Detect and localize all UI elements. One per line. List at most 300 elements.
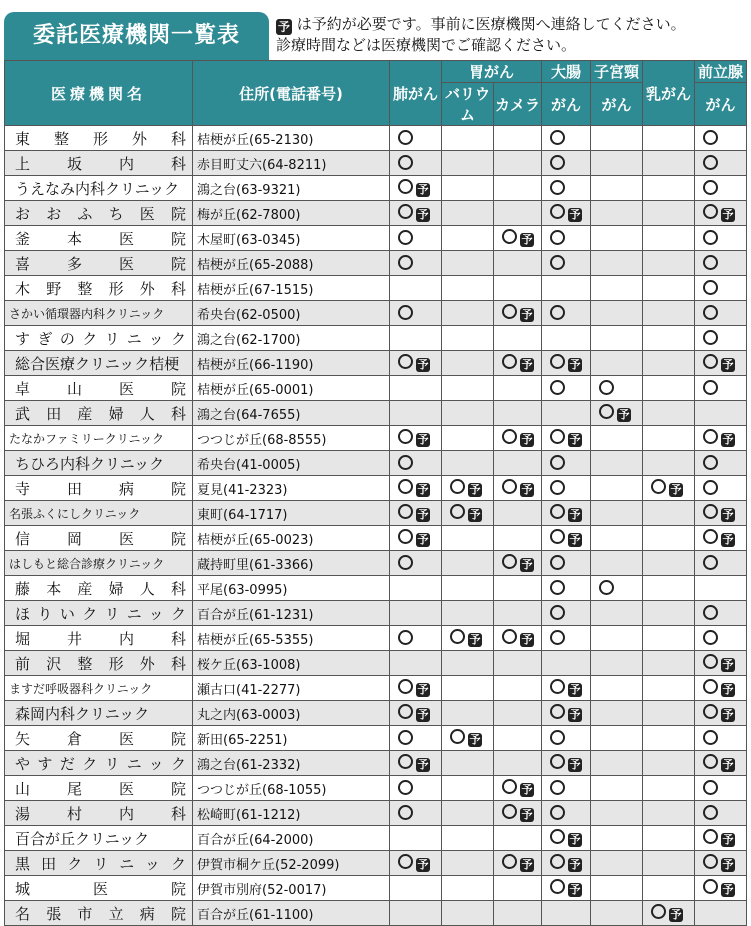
available-circle-icon (550, 605, 565, 620)
header-prostate-2: がん (695, 83, 747, 126)
available-circle-icon (502, 629, 517, 644)
clinic-name: 東整形外科 (5, 126, 193, 151)
available-circle-icon (398, 630, 413, 645)
available-circle-icon (703, 630, 718, 645)
cell-camera (494, 676, 542, 701)
cell-lung (390, 901, 442, 926)
clinic-name: 堀井内科 (5, 626, 193, 651)
clinic-address: 蔵持町里(61-3366) (193, 551, 390, 576)
cell-breast (643, 326, 695, 351)
clinic-address: 百合が丘(64-2000) (193, 826, 390, 851)
reservation-icon: 予 (722, 883, 734, 896)
reservation-icon: 予 (569, 683, 581, 696)
clinic-name: すぎのクリニック (5, 326, 193, 351)
cell-barium (442, 576, 494, 601)
cell-breast (643, 826, 695, 851)
table-row (5, 576, 747, 601)
clinic-name: さかい循環器内科クリニック (5, 301, 193, 326)
cell-cervical (591, 176, 643, 201)
clinic-name: 前沢整形外科 (5, 651, 193, 676)
reservation-icon: 予 (722, 658, 734, 671)
cell-breast (643, 176, 695, 201)
reservation-icon: 予 (569, 833, 581, 846)
cell-colon (542, 276, 591, 301)
available-circle-icon (450, 479, 465, 494)
cell-colon (542, 451, 591, 476)
cell-lung (390, 401, 442, 426)
cell-cervical (591, 751, 643, 776)
cell-camera (494, 376, 542, 401)
cell-cervical (591, 276, 643, 301)
cell-cervical (591, 551, 643, 576)
reservation-icon: 予 (469, 483, 481, 496)
reservation-icon: 予 (722, 358, 734, 371)
cell-breast (643, 626, 695, 651)
reservation-icon: 予 (417, 758, 429, 771)
cell-breast (643, 876, 695, 901)
cell-cervical (591, 526, 643, 551)
reservation-icon: 予 (417, 858, 429, 871)
available-circle-icon (703, 805, 718, 820)
reservation-icon: 予 (722, 858, 734, 871)
available-circle-icon (651, 479, 666, 494)
reservation-icon: 予 (722, 433, 734, 446)
cell-breast (643, 301, 695, 326)
cell-colon (542, 851, 591, 876)
cell-colon (542, 351, 591, 376)
reservation-icon: 予 (722, 508, 734, 521)
cell-prostate (695, 126, 747, 151)
available-circle-icon (550, 204, 565, 219)
cell-cervical (591, 476, 643, 501)
cell-barium (442, 676, 494, 701)
clinic-address: 伊賀市別府(52-0017) (193, 876, 390, 901)
cell-barium (442, 401, 494, 426)
clinic-name: 山尾医院 (5, 776, 193, 801)
cell-camera (494, 176, 542, 201)
available-circle-icon (550, 480, 565, 495)
cell-cervical (591, 251, 643, 276)
cell-cervical (591, 301, 643, 326)
available-circle-icon (703, 529, 718, 544)
cell-colon (542, 676, 591, 701)
cell-colon (542, 701, 591, 726)
reservation-icon: 予 (722, 708, 734, 721)
available-circle-icon (550, 354, 565, 369)
table-row (5, 826, 747, 851)
cell-prostate (695, 851, 747, 876)
available-circle-icon (550, 679, 565, 694)
cell-cervical (591, 901, 643, 926)
cell-camera (494, 226, 542, 251)
clinic-name: ほりいクリニック (5, 601, 193, 626)
cell-prostate (695, 476, 747, 501)
cell-colon (542, 751, 591, 776)
cell-colon (542, 801, 591, 826)
clinic-name: 百合が丘クリニック (5, 826, 193, 851)
cell-cervical (591, 376, 643, 401)
cell-prostate (695, 801, 747, 826)
clinic-name: 釜本医院 (5, 226, 193, 251)
cell-barium (442, 776, 494, 801)
clinic-name: 矢倉医院 (5, 726, 193, 751)
cell-cervical (591, 876, 643, 901)
cell-lung (390, 751, 442, 776)
reservation-icon: 予 (521, 233, 533, 246)
available-circle-icon (398, 730, 413, 745)
available-circle-icon (703, 754, 718, 769)
cell-colon (542, 726, 591, 751)
cell-cervical (591, 501, 643, 526)
cell-camera (494, 601, 542, 626)
cell-prostate (695, 426, 747, 451)
available-circle-icon (703, 380, 718, 395)
table-row (5, 551, 747, 576)
cell-breast (643, 701, 695, 726)
available-circle-icon (398, 704, 413, 719)
cell-prostate (695, 451, 747, 476)
cell-lung (390, 776, 442, 801)
cell-breast (643, 501, 695, 526)
available-circle-icon (398, 754, 413, 769)
cell-lung (390, 301, 442, 326)
available-circle-icon (502, 479, 517, 494)
reservation-icon: 予 (569, 508, 581, 521)
reservation-icon: 予 (722, 533, 734, 546)
cell-colon (542, 401, 591, 426)
cell-breast (643, 726, 695, 751)
clinic-name: 木野整形外科 (5, 276, 193, 301)
cell-barium (442, 451, 494, 476)
cell-barium (442, 226, 494, 251)
cell-prostate (695, 326, 747, 351)
available-circle-icon (550, 230, 565, 245)
available-circle-icon (398, 479, 413, 494)
cell-barium (442, 201, 494, 226)
cell-prostate (695, 601, 747, 626)
cell-prostate (695, 176, 747, 201)
cell-barium (442, 726, 494, 751)
available-circle-icon (703, 679, 718, 694)
cell-lung (390, 551, 442, 576)
cell-breast (643, 526, 695, 551)
cell-colon (542, 376, 591, 401)
clinic-address: 松崎町(61-1212) (193, 801, 390, 826)
cell-cervical (591, 126, 643, 151)
cell-cervical (591, 851, 643, 876)
cell-barium (442, 876, 494, 901)
cell-camera (494, 726, 542, 751)
available-circle-icon (502, 779, 517, 794)
note-line-2: 診療時間などは医療機関でご確認ください。 (276, 36, 577, 54)
cell-breast (643, 601, 695, 626)
reservation-icon: 予 (521, 483, 533, 496)
cell-barium (442, 501, 494, 526)
available-circle-icon (502, 229, 517, 244)
reservation-icon: 予 (670, 908, 682, 921)
reservation-icon: 予 (521, 633, 533, 646)
cell-barium (442, 476, 494, 501)
clinic-address: 平尾(63-0995) (193, 576, 390, 601)
cell-lung (390, 226, 442, 251)
cell-colon (542, 551, 591, 576)
table-row (5, 601, 747, 626)
available-circle-icon (502, 429, 517, 444)
clinic-name: やすだクリニック (5, 751, 193, 776)
available-circle-icon (550, 180, 565, 195)
clinic-address: 夏見(41-2323) (193, 476, 390, 501)
table-row (5, 651, 747, 676)
available-circle-icon (599, 404, 614, 419)
reservation-icon: 予 (569, 533, 581, 546)
available-circle-icon (550, 555, 565, 570)
cell-camera (494, 776, 542, 801)
cell-camera (494, 626, 542, 651)
cell-cervical (591, 451, 643, 476)
cell-prostate (695, 401, 747, 426)
cell-cervical (591, 801, 643, 826)
cell-cervical (591, 401, 643, 426)
cell-lung (390, 701, 442, 726)
cell-barium (442, 901, 494, 926)
clinic-name: 藤本産婦人科 (5, 576, 193, 601)
cell-breast (643, 476, 695, 501)
reservation-icon: 予 (417, 208, 429, 221)
table-row (5, 501, 747, 526)
available-circle-icon (398, 555, 413, 570)
available-circle-icon (703, 429, 718, 444)
cell-barium (442, 801, 494, 826)
clinic-address: 鴻之台(64-7655) (193, 401, 390, 426)
cell-breast (643, 451, 695, 476)
available-circle-icon (502, 554, 517, 569)
cell-camera (494, 901, 542, 926)
header-prostate-1: 前立腺 (695, 61, 747, 83)
table-row (5, 151, 747, 176)
available-circle-icon (703, 480, 718, 495)
cell-camera (494, 526, 542, 551)
cell-barium (442, 426, 494, 451)
cell-camera (494, 651, 542, 676)
reservation-icon: 予 (569, 433, 581, 446)
reservation-icon: 予 (417, 508, 429, 521)
cell-barium (442, 176, 494, 201)
cell-colon (542, 426, 591, 451)
clinic-address: 希央台(41-0005) (193, 451, 390, 476)
reservation-icon: 予 (521, 433, 533, 446)
cell-camera (494, 451, 542, 476)
available-circle-icon (703, 879, 718, 894)
available-circle-icon (703, 654, 718, 669)
available-circle-icon (651, 904, 666, 919)
cell-cervical (591, 651, 643, 676)
note-text-1: は予約が必要です。事前に医療機関へ連絡してください。 (296, 15, 686, 33)
cell-barium (442, 376, 494, 401)
available-circle-icon (703, 255, 718, 270)
cell-prostate (695, 376, 747, 401)
cell-colon (542, 476, 591, 501)
cell-breast (643, 226, 695, 251)
table-row (5, 626, 747, 651)
header-stomach: 胃がん (442, 61, 542, 83)
table-row (5, 126, 747, 151)
cell-lung (390, 201, 442, 226)
available-circle-icon (703, 780, 718, 795)
cell-cervical (591, 601, 643, 626)
cell-colon (542, 576, 591, 601)
reservation-icon: 予 (417, 483, 429, 496)
header-colon-1: 大腸 (542, 61, 591, 83)
cell-colon (542, 326, 591, 351)
cell-camera (494, 351, 542, 376)
available-circle-icon (550, 854, 565, 869)
available-circle-icon (550, 730, 565, 745)
available-circle-icon (550, 829, 565, 844)
cell-camera (494, 301, 542, 326)
table-row (5, 526, 747, 551)
table-row (5, 451, 747, 476)
cell-camera (494, 801, 542, 826)
clinic-address: 百合が丘(61-1100) (193, 901, 390, 926)
cell-cervical (591, 701, 643, 726)
available-circle-icon (703, 305, 718, 320)
cell-prostate (695, 901, 747, 926)
table-row (5, 176, 747, 201)
clinic-table (4, 60, 747, 926)
clinic-address: 木屋町(63-0345) (193, 226, 390, 251)
available-circle-icon (703, 330, 718, 345)
reservation-icon: 予 (722, 208, 734, 221)
cell-lung (390, 451, 442, 476)
available-circle-icon (703, 605, 718, 620)
available-circle-icon (703, 730, 718, 745)
table-row (5, 751, 747, 776)
clinic-name: 上坂内科 (5, 151, 193, 176)
available-circle-icon (550, 879, 565, 894)
clinic-address: 希央台(62-0500) (193, 301, 390, 326)
available-circle-icon (550, 255, 565, 270)
available-circle-icon (550, 380, 565, 395)
cell-prostate (695, 226, 747, 251)
clinic-name: 武田産婦人科 (5, 401, 193, 426)
cell-cervical (591, 226, 643, 251)
cell-prostate (695, 501, 747, 526)
table-row (5, 376, 747, 401)
cell-prostate (695, 251, 747, 276)
cell-breast (643, 151, 695, 176)
cell-camera (494, 276, 542, 301)
cell-camera (494, 401, 542, 426)
cell-barium (442, 701, 494, 726)
cell-barium (442, 601, 494, 626)
table-row (5, 776, 747, 801)
clinic-name: ますだ呼吸器科クリニック (5, 676, 193, 701)
cell-camera (494, 826, 542, 851)
cell-lung (390, 426, 442, 451)
available-circle-icon (550, 455, 565, 470)
cell-prostate (695, 576, 747, 601)
available-circle-icon (398, 504, 413, 519)
cell-lung (390, 851, 442, 876)
reservation-icon: 予 (722, 833, 734, 846)
cell-camera (494, 751, 542, 776)
cell-colon (542, 626, 591, 651)
clinic-address: 鴻之台(63-9321) (193, 176, 390, 201)
clinic-address: 桔梗が丘(65-0001) (193, 376, 390, 401)
available-circle-icon (398, 130, 413, 145)
available-circle-icon (450, 504, 465, 519)
clinic-address: つつじが丘(68-8555) (193, 426, 390, 451)
available-circle-icon (550, 754, 565, 769)
reservation-icon: 予 (569, 883, 581, 896)
cell-prostate (695, 351, 747, 376)
cell-lung (390, 376, 442, 401)
cell-cervical (591, 826, 643, 851)
cell-camera (494, 151, 542, 176)
cell-colon (542, 526, 591, 551)
cell-breast (643, 776, 695, 801)
available-circle-icon (550, 529, 565, 544)
reservation-icon: 予 (670, 483, 682, 496)
cell-breast (643, 676, 695, 701)
clinic-name: 名張ふくにしクリニック (5, 501, 193, 526)
cell-barium (442, 751, 494, 776)
cell-camera (494, 551, 542, 576)
reservation-note (276, 14, 751, 55)
available-circle-icon (398, 179, 413, 194)
reservation-icon: 予 (417, 683, 429, 696)
clinic-address: 桔梗が丘(65-0023) (193, 526, 390, 551)
cell-lung (390, 576, 442, 601)
cell-colon (542, 251, 591, 276)
cell-colon (542, 201, 591, 226)
cell-lung (390, 601, 442, 626)
reservation-icon: 予 (521, 783, 533, 796)
header-lung: 肺がん (390, 61, 442, 126)
cell-breast (643, 651, 695, 676)
available-circle-icon (398, 354, 413, 369)
cell-camera (494, 126, 542, 151)
cell-cervical (591, 201, 643, 226)
available-circle-icon (502, 804, 517, 819)
cell-camera (494, 201, 542, 226)
cell-camera (494, 476, 542, 501)
clinic-address: 桔梗が丘(67-1515) (193, 276, 390, 301)
available-circle-icon (599, 380, 614, 395)
cell-breast (643, 751, 695, 776)
header-breast: 乳がん (643, 61, 695, 126)
cell-lung (390, 276, 442, 301)
cell-breast (643, 576, 695, 601)
reservation-icon: 予 (469, 508, 481, 521)
available-circle-icon (398, 204, 413, 219)
clinic-name: おおふち医院 (5, 201, 193, 226)
available-circle-icon (703, 555, 718, 570)
cell-camera (494, 701, 542, 726)
table-row (5, 251, 747, 276)
available-circle-icon (550, 504, 565, 519)
cell-prostate (695, 701, 747, 726)
reservation-icon: 予 (521, 358, 533, 371)
clinic-name: 名張市立病院 (5, 901, 193, 926)
cell-camera (494, 426, 542, 451)
table-row (5, 401, 747, 426)
clinic-name: うえなみ内科クリニック (5, 176, 193, 201)
clinic-name: 卓山医院 (5, 376, 193, 401)
available-circle-icon (550, 305, 565, 320)
cell-lung (390, 651, 442, 676)
available-circle-icon (703, 230, 718, 245)
